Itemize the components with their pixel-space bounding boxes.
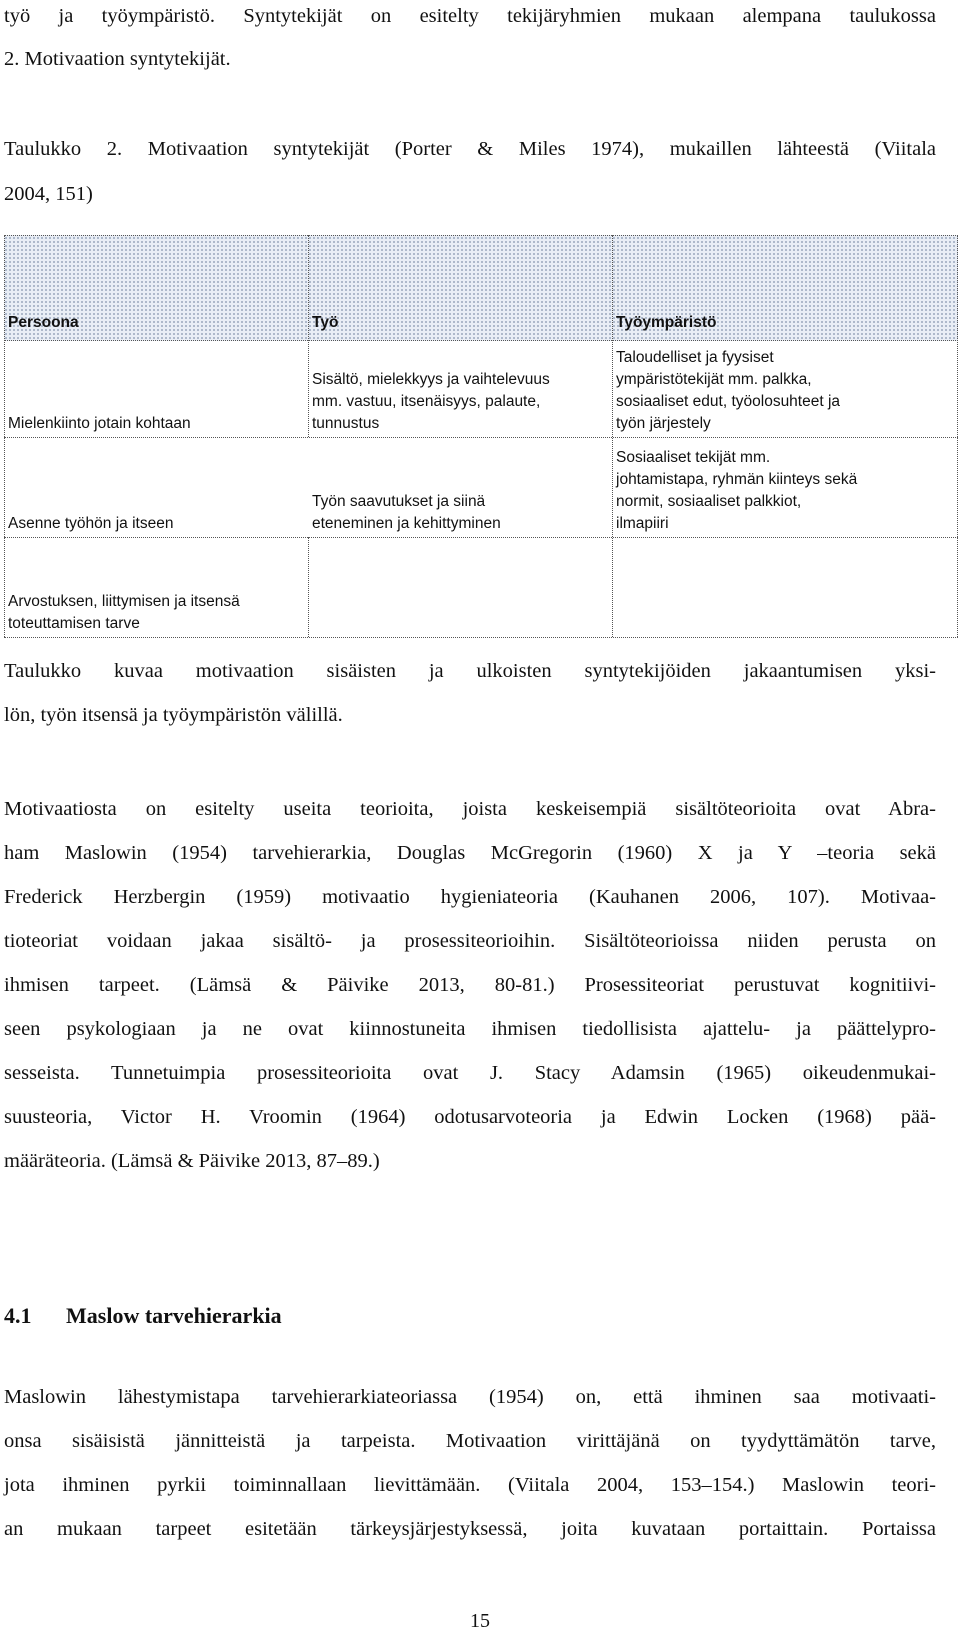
row2-tyo (308, 439, 612, 535)
para1-line-6: seen psykologiaan ja ne ovat kiinnostuneita ihmisen tiedollisista ajattelu- ja päättelypro- (4, 1018, 936, 1040)
row2-env-line: ilmapiiri (616, 515, 669, 532)
para2-line-3: jota ihminen pyrkii toiminnallaan lievittämään. (Viitala 2004, 153–154.) Maslowin teori- (4, 1474, 936, 1496)
para1-line-8: suusteoria, Victor H. Vroomin (1964) odotusarvoteoria ja Edwin Locken (1968) pää- (4, 1106, 936, 1128)
row2-tyo-line: eteneminen ja kehittyminen (312, 515, 501, 532)
caption-line-1: Taulukko 2. Motivaation syntytekijät (Porter & Miles 1974), mukaillen lähteestä (Viitala (4, 138, 936, 160)
after-table-line-1: Taulukko kuvaa motivaation sisäisten ja ulkoisten syntytekijöiden jakaantumisen yksi- (4, 660, 936, 682)
section-title: Maslow tarvehierarkia (66, 1303, 282, 1328)
row1-env-line: ympäristötekijät mm. palkka, (616, 371, 812, 388)
row1-tyo-line: Sisältö, mielekkyys ja vaihtelevuus (312, 371, 550, 388)
header-tyoymparisto (612, 295, 958, 333)
row1-env-line: Taloudelliset ja fyysiset (616, 349, 774, 366)
syntytekijat-table (4, 235, 958, 663)
para2-line-2: onsa sisäisistä jännitteistä ja tarpeista. Motivaation virittäjänä on tyydyttämätön tarve, (4, 1430, 936, 1452)
row1-env-line: sosiaaliset edut, työolosuhteet ja (616, 393, 841, 410)
row1-tyoymparisto (612, 339, 958, 435)
row3-persoona-line: Arvostuksen, liittymisen ja itsensä (8, 593, 240, 610)
row1-persoona-line: Mielenkiinto jotain kohtaan (8, 415, 191, 432)
header-tyoymparisto-label: Työympäristö (616, 314, 717, 331)
header-persoona-label: Persoona (8, 314, 79, 331)
page-number: 15 (470, 1610, 490, 1632)
intro-line-2: 2. Motivaation syntytekijät. (4, 48, 231, 70)
section-heading (4, 1303, 282, 1329)
para1-line-1: Motivaatiosta on esitelty useita teorioita, joista keskeisempiä sisältöteorioita ovat Abra- (4, 798, 936, 820)
row2-tyoymparisto (612, 439, 958, 535)
section-number: 4.1 (4, 1303, 32, 1328)
para1-line-3: Frederick Herzbergin (1959) motivaatio hygieniateoria (Kauhanen 2006, 107). Motivaa- (4, 886, 936, 908)
para1-line-7: sesseista. Tunnetuimpia prosessiteorioita ovat J. Stacy Adamsin (1965) oikeudenmukai- (4, 1062, 936, 1084)
para1-line-2: ham Maslowin (1954) tarvehierarkia, Douglas McGregorin (1960) X ja Y –teoria sekä (4, 842, 936, 864)
row1-persoona (4, 339, 308, 435)
row1-tyo (308, 339, 612, 435)
header-persoona (4, 295, 308, 333)
para1-line-4: tioteoriat voidaan jakaa sisältö- ja prosessiteorioihin. Sisältöteorioissa niiden perusta on (4, 930, 936, 952)
intro-line-1: työ ja työympäristö. Syntytekijät on esitelty tekijäryhmien mukaan alempana taulukossa (4, 5, 936, 27)
row2-tyo-line: Työn saavutukset ja siinä (312, 493, 486, 510)
after-table-line-2: lön, työn itsensä ja työympäristön välillä. (4, 704, 343, 726)
row1-env-line: työn järjestely (616, 415, 711, 432)
header-tyo-label: Työ (312, 314, 339, 331)
caption-line-2: 2004, 151) (4, 183, 93, 205)
para2-line-4: an mukaan tarpeet esitetään tärkeysjärjestyksessä, joita kuvataan portaittain. Portaissa (4, 1518, 936, 1540)
row3-persoona (4, 539, 612, 635)
row2-env-line: Sosiaaliset tekijät mm. (616, 449, 771, 466)
para1-line-9: määräteoria. (Lämsä & Päivike 2013, 87–89.) (4, 1150, 380, 1172)
row2-persoona-line: Asenne työhön ja itseen (8, 515, 174, 532)
row2-env-line: normit, sosiaaliset palkkiot, (616, 493, 802, 510)
row2-persoona (4, 439, 308, 535)
para1-line-5: ihmisen tarpeet. (Lämsä & Päivike 2013, 80-81.) Prosessiteoriat perustuvat kognitiivi- (4, 974, 936, 996)
row1-tyo-line: tunnustus (312, 415, 380, 432)
header-tyo (308, 295, 612, 333)
row3-persoona-line: toteuttamisen tarve (8, 615, 140, 632)
para2-line-1: Maslowin lähestymistapa tarvehierarkiateoriassa (1954) on, että ihminen saa motivaati- (4, 1386, 936, 1408)
row1-tyo-line: mm. vastuu, itsenäisyys, palaute, (312, 393, 541, 410)
row2-env-line: johtamistapa, ryhmän kiinteys sekä (616, 471, 858, 488)
